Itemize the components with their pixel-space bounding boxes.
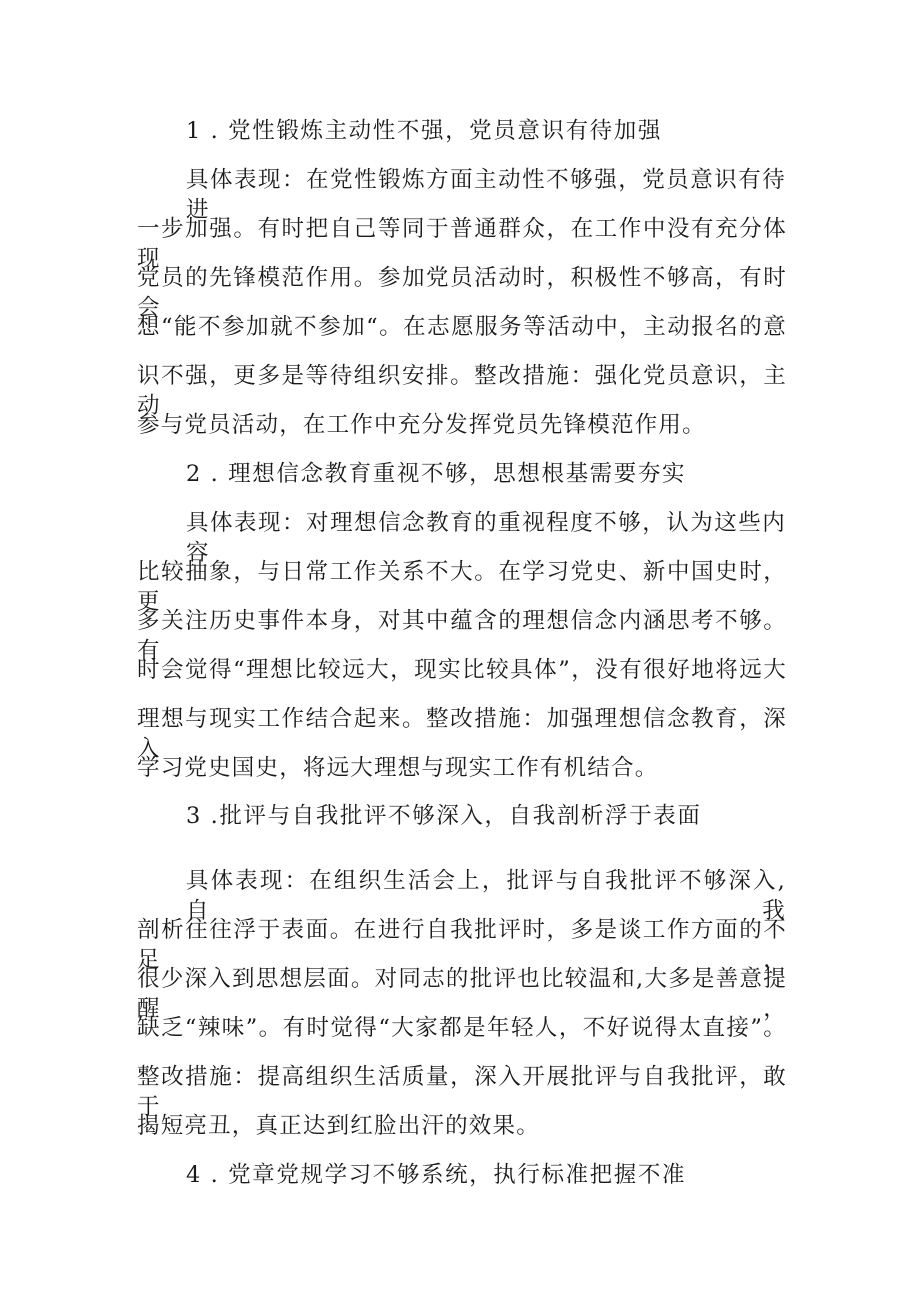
paragraph-line: 整改措施：提高组织生活质量，深入开展批评与自我批评，敢于 bbox=[137, 1064, 787, 1120]
section-4-heading: 4 . 党章党规学习不够系统，执行标准把握不准 bbox=[186, 1162, 687, 1188]
paragraph-line: 想“能不参加就不参加“。在志愿服务等活动中，主动报名的意 bbox=[137, 314, 787, 340]
paragraph-line: 具体表现：在党性锻炼方面主动性不够强，党员意识有待进 bbox=[186, 167, 786, 223]
section-1-heading: 1 . 党性锻炼主动性不强，党员意识有待加强 bbox=[186, 118, 662, 144]
paragraph-line: 党员的先锋模范作用。参加党员活动时，积极性不够高，有时会 bbox=[137, 265, 787, 321]
section-3-heading: 3 .批评与自我批评不够深入，自我剖析浮于表面 bbox=[186, 803, 702, 829]
paragraph-line: 时会觉得“理想比较远大，现实比较具体”，没有很好地将远大 bbox=[137, 657, 787, 683]
paragraph-line: 学习党史国史，将远大理想与现实工作有机结合。 bbox=[137, 755, 659, 781]
paragraph-line: 剖析往往浮于表面。在进行自我批评时，多是谈工作方面的不足， bbox=[137, 917, 787, 973]
paragraph-line: 多关注历史事件本身，对其中蕴含的理想信念内涵思考不够。有 bbox=[137, 608, 787, 664]
paragraph-line: 缺乏“辣味”。有时觉得“大家都是年轻人，不好说得太直接”。 bbox=[137, 1015, 787, 1041]
paragraph-line: 很少深入到思想层面。对同志的批评也比较温和,大多是善意提醒， bbox=[137, 966, 787, 1022]
paragraph-line: 揭短亮丑，真正达到红脸出汗的效果。 bbox=[137, 1113, 540, 1139]
paragraph-line: 具体表现：在组织生活会上，批评与自我批评不够深入,自我 bbox=[186, 868, 786, 924]
section-2-heading: 2 . 理想信念教育重视不够，思想根基需要夯实 bbox=[186, 461, 687, 487]
paragraph-line: 理想与现实工作结合起来。整改措施：加强理想信念教育，深入 bbox=[137, 706, 787, 762]
paragraph-line: 识不强，更多是等待组织安排。整改措施：强化党员意识，主动 bbox=[137, 363, 787, 419]
paragraph-line: 参与党员活动，在工作中充分发挥党员先锋模范作用。 bbox=[137, 412, 706, 438]
paragraph-line: 具体表现：对理想信念教育的重视程度不够，认为这些内容 bbox=[186, 510, 786, 566]
paragraph-line: 比较抽象，与日常工作关系不大。在学习党史、新中国史时，更 bbox=[137, 559, 787, 615]
paragraph-line: 一步加强。有时把自己等同于普通群众，在工作中没有充分体现 bbox=[137, 216, 787, 272]
